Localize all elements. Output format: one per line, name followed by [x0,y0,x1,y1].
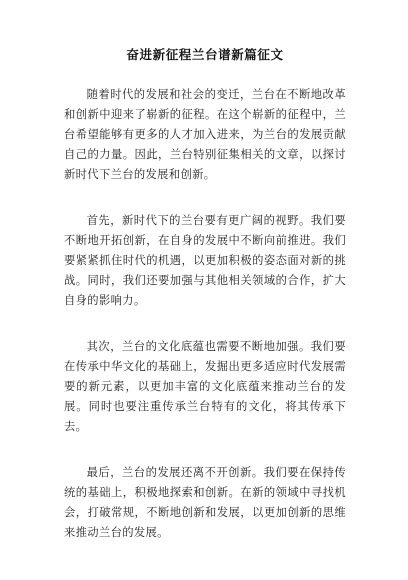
paragraph-intro: 随着时代的发展和社会的变迁，兰台在不断地改革和创新中迎来了崭新的征程。在这个崭新的征程中，兰台希望能够有更多的人才加入进来，为兰台的发展贡献自己的力量。因此，兰台特别征集相关的文章，以探讨新时代下兰台的发展和创新。 [64,88,346,181]
paragraph-second: 其次，兰台的文化底蕴也需要不断地加强。我们要在传承中华文化的基础上，发掘出更多适应时代发展需要的新元素，以更加丰富的文化底蕴来推动兰台的发展。同时也要注重传承兰台特有的文化，将其传承下去。 [64,340,346,433]
document-title: 奋进新征程兰台谱新篇征文 [126,47,284,62]
paragraph-last: 最后，兰台的发展还离不开创新。我们要在保持传统的基础上，积极地探索和创新。在新的领域中寻找机会，打破常规，不断地创新和发展，以更加创新的思维来推动兰台的发展。 [64,466,346,539]
paragraph-first: 首先，新时代下的兰台要有更广阔的视野。我们要不断地开拓创新，在自身的发展中不断向前推进。我们要紧紧抓住时代的机遇，以更加积极的姿态面对新的挑战。同时，我们还要加强与其他相关领域的合作，扩大自身的影响力。 [64,214,346,307]
